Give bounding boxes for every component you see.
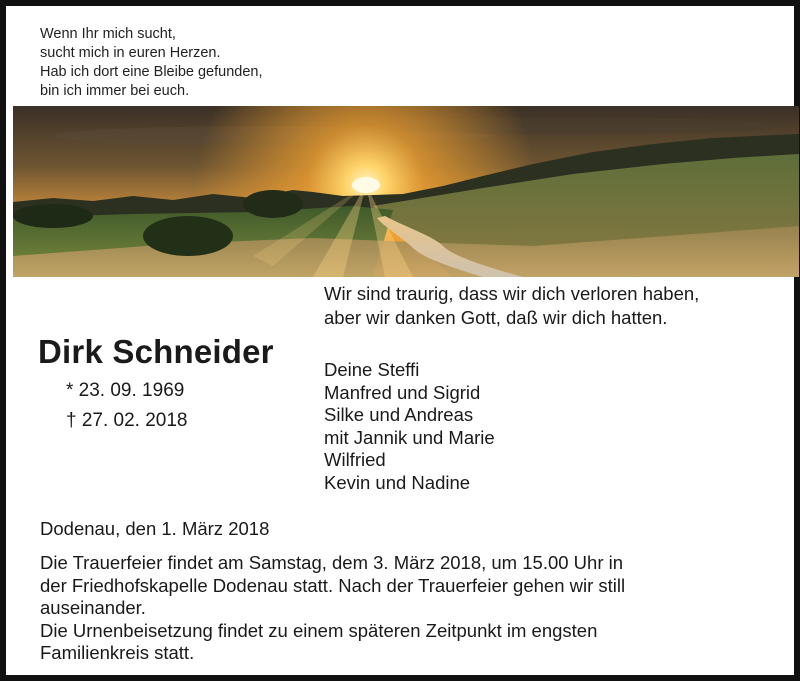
family-member: Wilfried: [324, 449, 386, 471]
quote-line: Wir sind traurig, dass wir dich verloren haben,: [324, 283, 700, 304]
family-signatures: [324, 359, 495, 495]
sunset-landscape-photo: [13, 106, 799, 277]
poem-line: Wenn Ihr mich sucht,: [40, 26, 176, 42]
notice-line: Die Trauerfeier findet am Samstag, dem 3. März 2018, um 15.00 Uhr in: [40, 552, 624, 573]
poem-line: bin ich immer bei euch.: [40, 83, 190, 99]
notice-line: Die Urnenbeisetzung findet zu einem späteren Zeitpunkt im engsten: [40, 619, 598, 641]
poem-line: sucht mich in euren Herzen.: [40, 45, 221, 61]
family-member: Kevin und Nadine: [324, 471, 471, 493]
notice-line: Familienkreis statt.: [40, 642, 195, 664]
death-date: † 27. 02. 2018: [66, 410, 188, 431]
notice-line: auseinander.: [40, 597, 146, 619]
poem-line: Hab ich dort eine Bleibe gefunden,: [40, 64, 263, 80]
family-member: Manfred und Sigrid: [324, 381, 481, 403]
family-member: Deine Steffi: [324, 359, 420, 380]
quote: [324, 282, 699, 330]
family-member: Silke und Andreas: [324, 404, 474, 426]
place-and-date: Dodenau, den 1. März 2018: [40, 518, 270, 539]
family-member: mit Jannik und Marie: [324, 426, 495, 448]
funeral-notice: [40, 552, 740, 665]
life-dates: [66, 376, 188, 436]
notice-line: der Friedhofskapelle Dodenau statt. Nach der Trauerfeier gehen wir still: [40, 574, 626, 596]
birth-date: * 23. 09. 1969: [66, 380, 185, 401]
poem: [40, 25, 263, 101]
deceased-name: Dirk Schneider: [38, 333, 274, 370]
quote-line: aber wir danken Gott, daß wir dich hatten.: [324, 307, 668, 328]
